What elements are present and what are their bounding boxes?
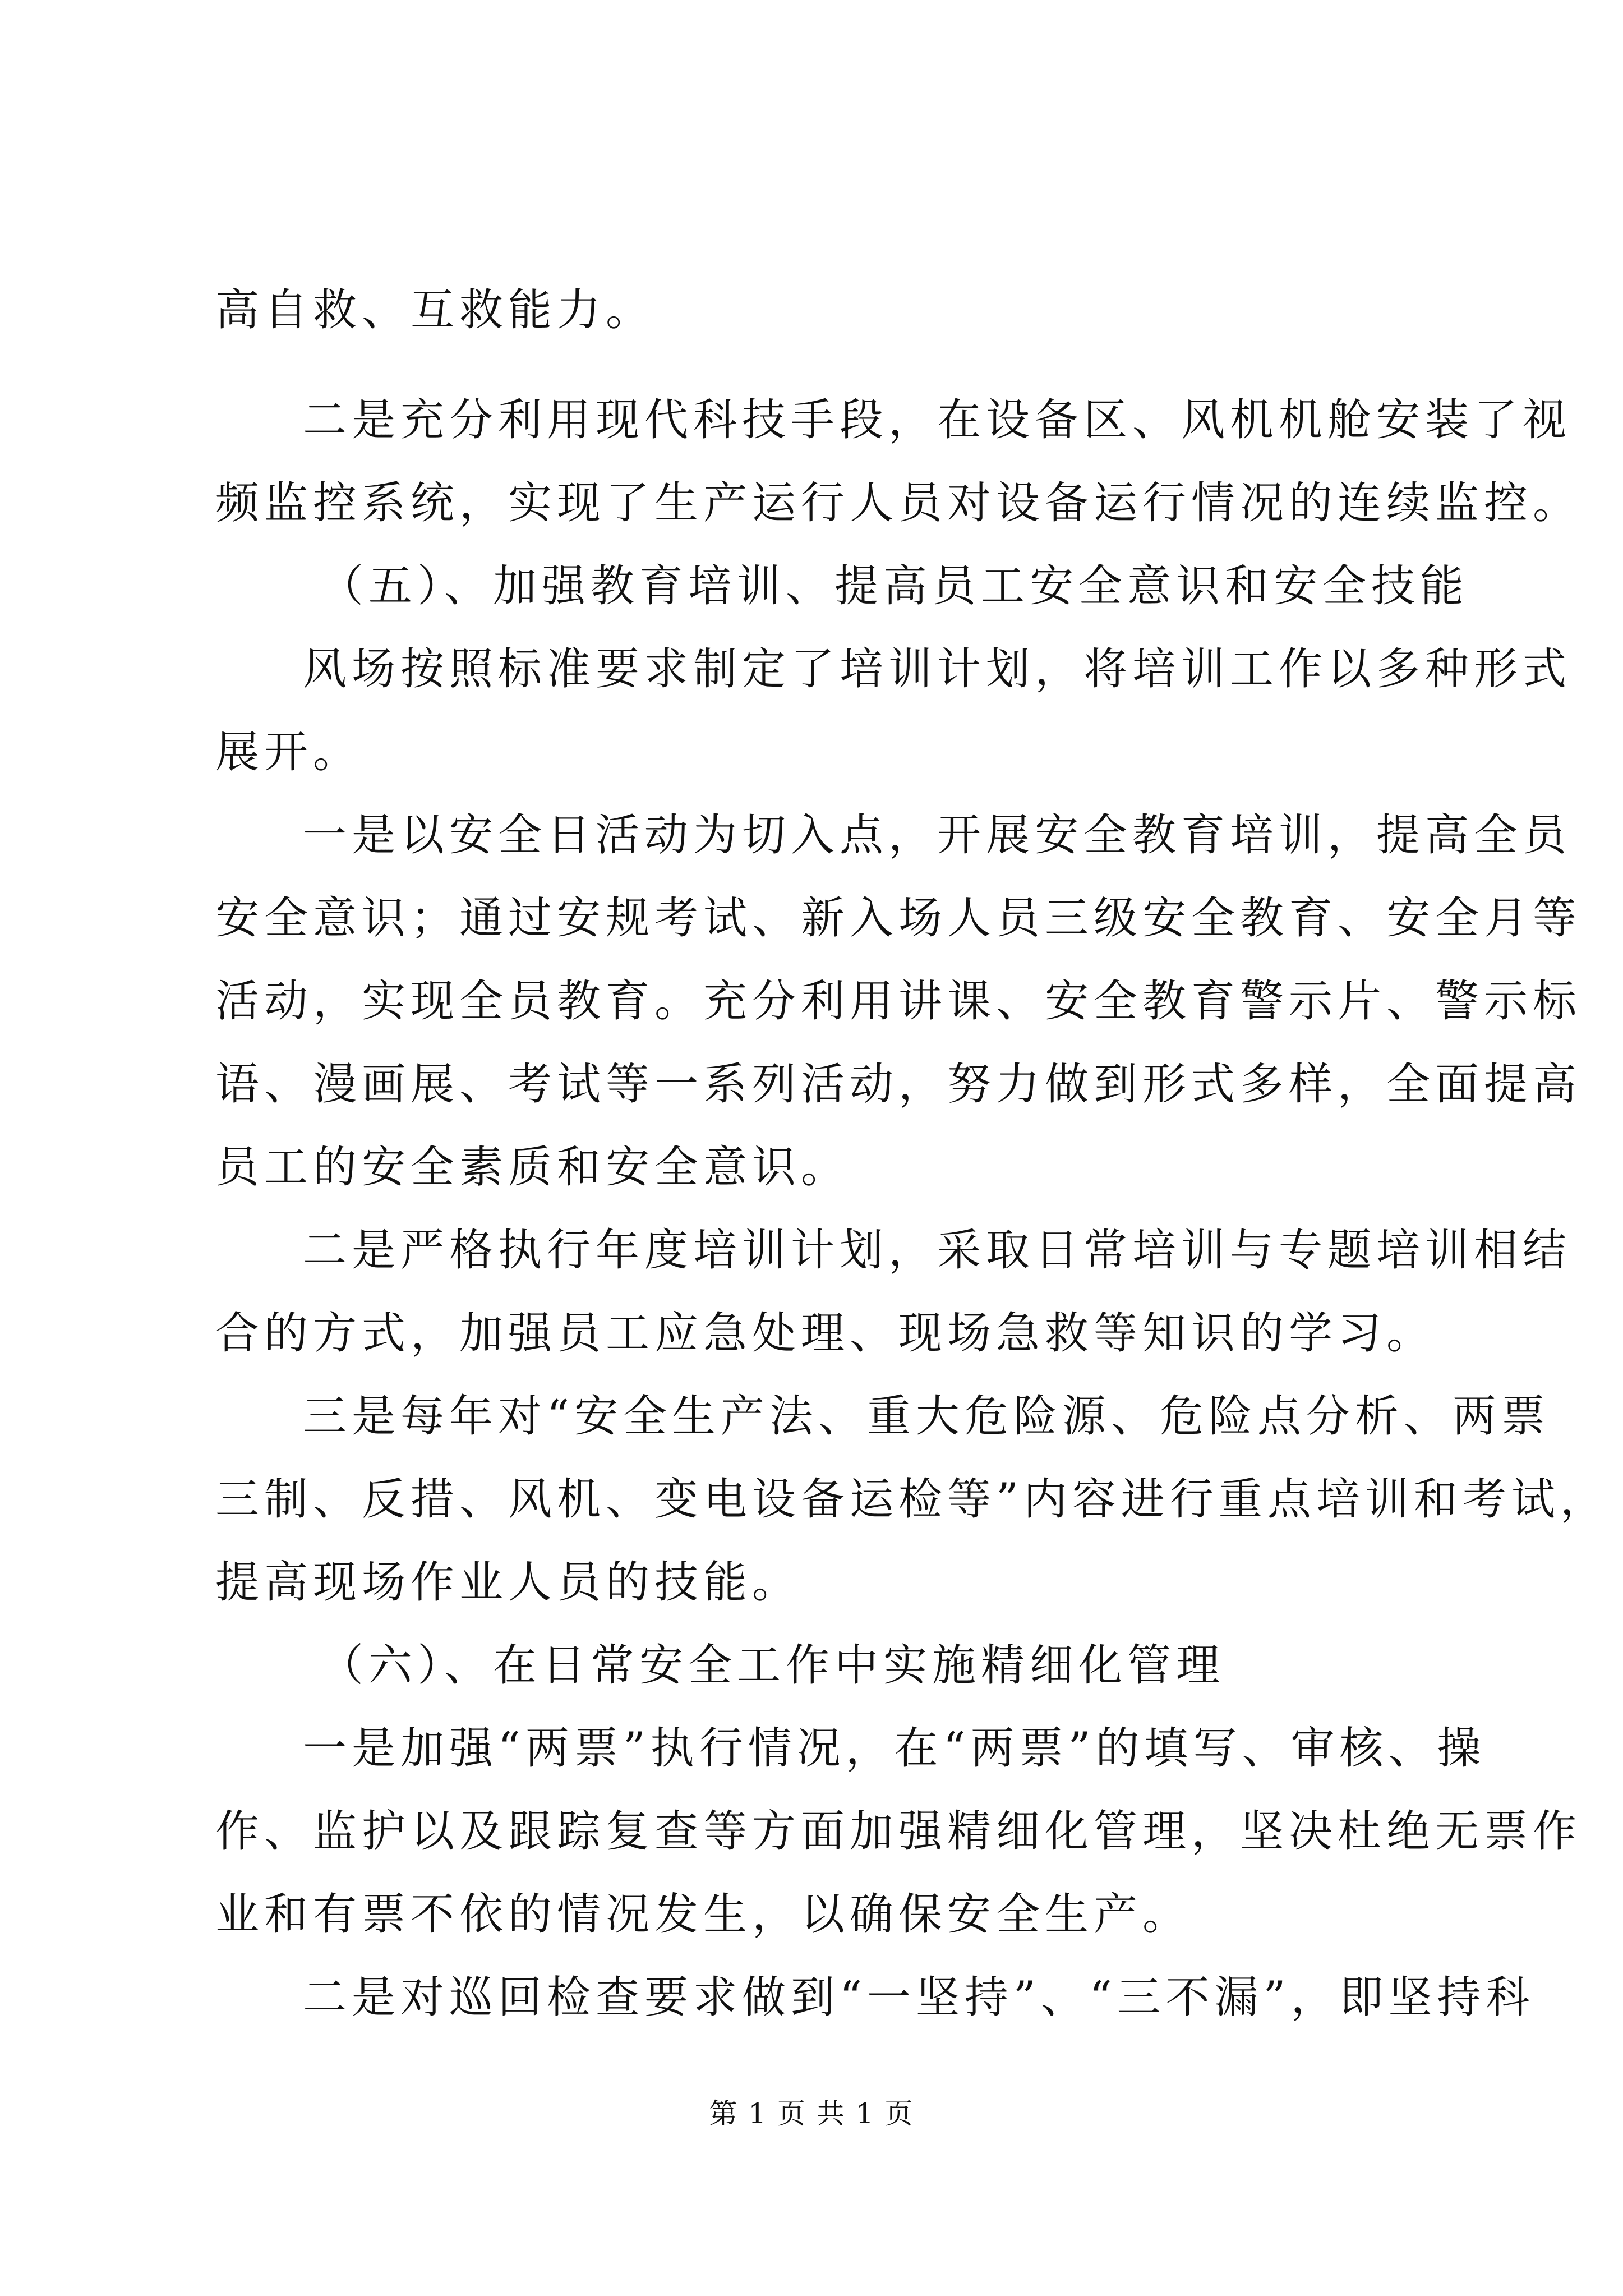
text-line: 三制、反措、风机、变电设备运检等”内容进行重点培训和考试， bbox=[215, 1474, 1609, 1525]
paragraph-line: 一是加强“两票”执行情况，在“两票”的填写、审核、操 bbox=[303, 1723, 1486, 1774]
text-line: 高自救、互救能力。 bbox=[215, 285, 655, 335]
text-line: 合的方式，加强员工应急处理、现场急救等知识的学习。 bbox=[215, 1308, 1436, 1359]
text-line: 业和有票不依的情况发生，以确保安全生产。 bbox=[215, 1889, 1192, 1940]
text-line: 作、监护以及跟踪复查等方面加强精细化管理，坚决杜绝无票作 bbox=[215, 1806, 1582, 1857]
section-heading: （五）、加强教育培训、提高员工安全意识和安全技能 bbox=[320, 561, 1469, 611]
text-line: 安全意识；通过安规考试、新入场人员三级安全教育、安全月等 bbox=[215, 893, 1582, 944]
text-line: 展开。 bbox=[215, 727, 362, 777]
text-line: 频监控系统，实现了生产运行人员对设备运行情况的连续监控。 bbox=[215, 478, 1582, 528]
paragraph-line: 风场按照标准要求制定了培训计划，将培训工作以多种形式 bbox=[303, 644, 1572, 694]
text-line: 语、漫画展、考试等一系列活动，努力做到形式多样，全面提高 bbox=[215, 1059, 1582, 1110]
paragraph-line: 二是严格执行年度培训计划，采取日常培训与专题培训相结 bbox=[303, 1225, 1572, 1276]
text-line: 活动，实现全员教育。充分利用讲课、安全教育警示片、警示标 bbox=[215, 976, 1582, 1027]
paragraph-line: 二是对巡回检查要求做到“一坚持”、“三不漏”，即坚持科 bbox=[303, 1972, 1535, 2023]
text-line: 提高现场作业人员的技能。 bbox=[215, 1557, 801, 1608]
paragraph-line: 二是充分利用现代科技手段，在设备区、风机机舱安装了视 bbox=[303, 395, 1572, 445]
text-line: 员工的安全素质和安全意识。 bbox=[215, 1142, 850, 1193]
page-number-footer: 第 1 页 共 1 页 bbox=[709, 2097, 914, 2130]
paragraph-line: 一是以安全日活动为切入点，开展安全教育培训，提高全员 bbox=[303, 810, 1572, 861]
paragraph-line: 三是每年对“安全生产法、重大危险源、危险点分析、两票 bbox=[303, 1391, 1550, 1442]
section-heading: （六）、在日常安全工作中实施精细化管理 bbox=[320, 1640, 1225, 1691]
